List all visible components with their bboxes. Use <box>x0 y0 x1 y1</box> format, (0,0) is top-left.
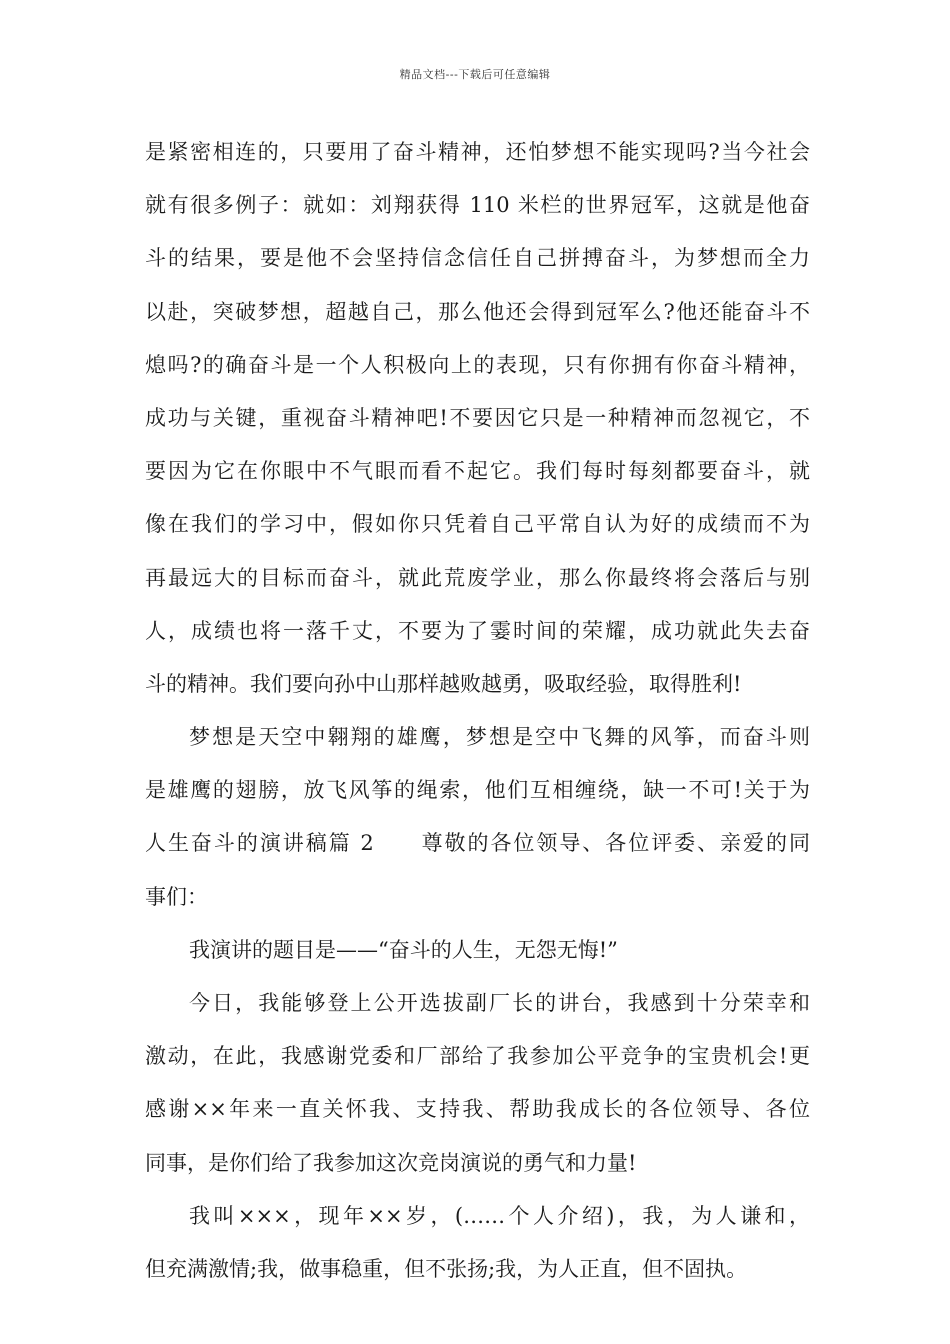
header-note: 精品文档---下载后可任意编辑 <box>399 68 551 81</box>
text-line: 人，成绩也将一落千丈，不要为了霎时间的荣耀，成功就此失去奋 <box>145 618 810 643</box>
body-text <box>145 126 810 1296</box>
text-line: 像在我们的学习中，假如你只凭着自己平常自认为好的成绩而不为 <box>145 512 810 537</box>
text-line: 再最远大的目标而奋斗，就此荒废学业，那么你最终将会落后与别 <box>145 565 810 590</box>
text-line: 是雄鹰的翅膀，放飞风筝的绳索，他们互相缠绕，缺一不可!关于为 <box>145 778 810 803</box>
text-line: 我演讲的题目是——“奋斗的人生，无怨无悔!” <box>189 937 618 962</box>
text-line: 梦想是天空中翱翔的雄鹰，梦想是空中飞舞的风筝，而奋斗则 <box>189 725 810 750</box>
text-line: 事们： <box>145 884 208 909</box>
text-line: 是紧密相连的，只要用了奋斗精神，还怕梦想不能实现吗?当今社会 <box>145 140 810 164</box>
text-line: 人生奋斗的演讲稿篇 2 尊敬的各位领导、各位评委、亲爱的同 <box>145 831 810 856</box>
text-line: 要因为它在你眼中不气眼而看不起它。我们每时每刻都要奋斗，就 <box>145 459 810 484</box>
text-line: 我叫×××，现年××岁，(……个人介绍)，我，为人谦和， <box>189 1203 810 1228</box>
text-line: 成功与关键，重视奋斗精神吧!不要因它只是一种精神而忽视它，不 <box>145 405 810 430</box>
text-line: 斗的结果，要是他不会坚持信念信任自己拼搏奋斗，为梦想而全力 <box>145 246 810 271</box>
text-line: 但充满激情;我，做事稳重，但不张扬;我，为人正直，但不固执。 <box>145 1256 748 1281</box>
text-line: 就有很多例子：就如：刘翔获得 110 米栏的世界冠军，这就是他奋 <box>145 193 810 218</box>
text-line: 同事，是你们给了我参加这次竞岗演说的勇气和力量! <box>145 1150 637 1175</box>
text-line: 今日，我能够登上公开选拔副厂长的讲台，我感到十分荣幸和 <box>189 991 810 1015</box>
text-line: 激动，在此，我感谢党委和厂部给了我参加公平竞争的宝贵机会!更 <box>145 1044 810 1069</box>
text-line: 熄吗?的确奋斗是一个人积极向上的表现，只有你拥有你奋斗精神， <box>145 352 810 377</box>
text-line: 以赴，突破梦想，超越自己，那么他还会得到冠军么?他还能奋斗不 <box>145 299 810 324</box>
text-line: 感谢××年来一直关怀我、支持我、帮助我成长的各位领导、各位 <box>145 1097 810 1122</box>
text-line: 斗的精神。我们要向孙中山那样越败越勇，吸取经验，取得胜利! <box>145 671 742 696</box>
